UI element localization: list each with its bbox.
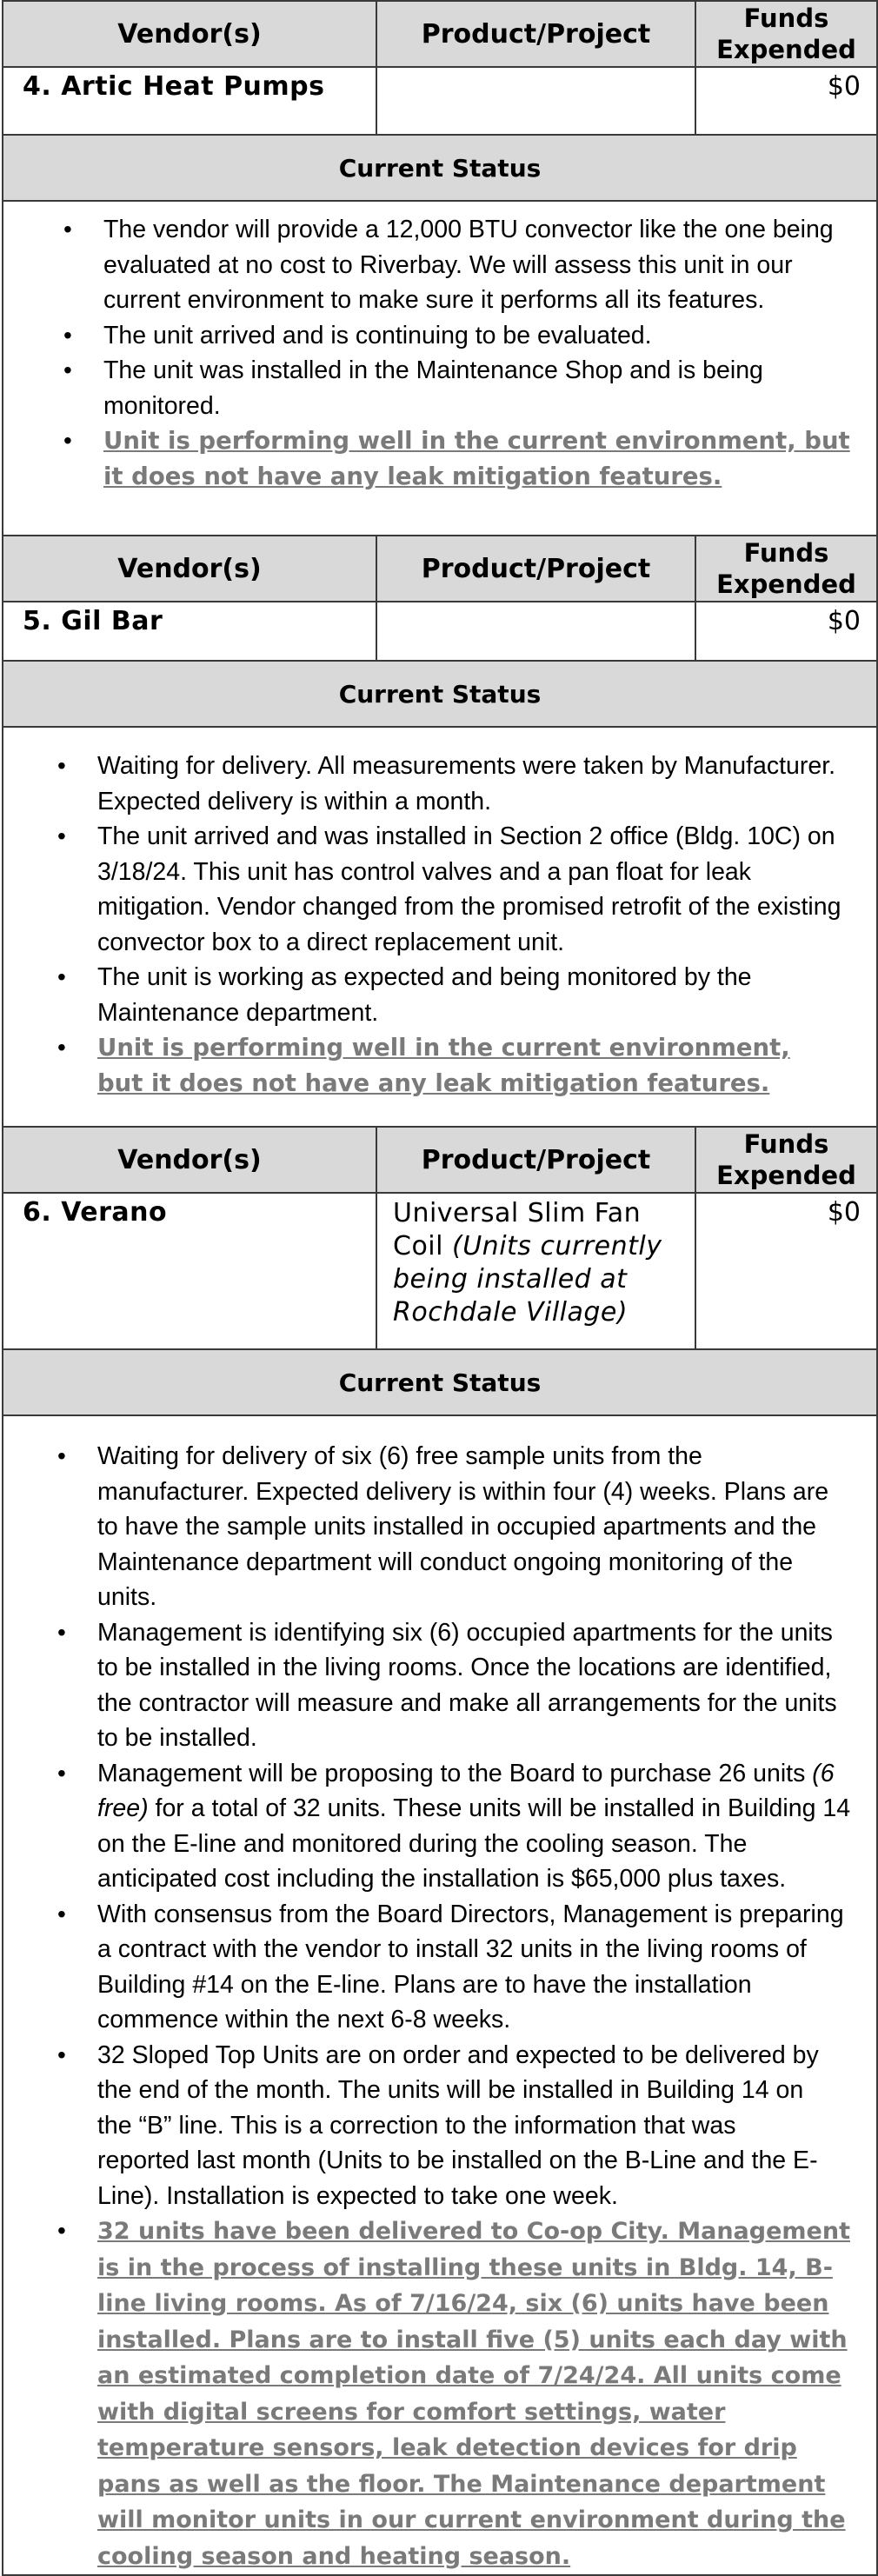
vendor-header: Vendor(s): [3, 536, 376, 602]
status-body-row: [3, 727, 877, 1127]
header-row: [3, 1127, 877, 1193]
status-cell: [3, 727, 877, 1127]
bullet-icon: •: [63, 356, 72, 383]
vendor-status-table: [2, 0, 878, 2576]
vendor-header: Vendor(s): [3, 1127, 376, 1193]
status-item: • The vendor will provide a 12,000 BTU convector like the one being evaluated at no cost to Riverbay. We will assess this unit in our current environment to make sure it performs all its features.: [103, 212, 850, 318]
bullet-icon: •: [57, 1759, 66, 1787]
bullet-icon: •: [57, 1618, 66, 1646]
product-header: Product/Project: [376, 1, 695, 67]
bullet-icon: •: [63, 321, 72, 349]
bullet-icon: •: [57, 752, 66, 779]
product-header: Product/Project: [376, 536, 695, 602]
vendor-header: Vendor(s): [3, 1, 376, 67]
header-row: [3, 536, 877, 602]
bullet-icon: •: [57, 2217, 66, 2244]
status-item: • Waiting for delivery of six (6) free sample units from the manufacturer. Expected delivery is within four (4) weeks. Plans are to have the sample units installed in occupied apartments and the Maintenance department will conduct ongoing monitoring of the units.: [97, 1439, 855, 1615]
funds-header: Funds Expended: [695, 1127, 877, 1193]
status-body-row: [3, 201, 877, 536]
status-list: [57, 1439, 855, 2574]
status-item: • Management will be proposing to the Board to purchase 26 units (6 free) for a total of 32 units. These units will be installed in Building 14 on the E-line and monitored during the cooling season. The anticipated cost including the installation is $65,000 plus taxes.: [97, 1756, 855, 1897]
status-item: • The unit arrived and is continuing to be evaluated.: [103, 318, 850, 354]
status-item: • 32 Sloped Top Units are on order and expected to be delivered by the end of the month. The units will be installed in Building 14 on the “B” line. This is a correction to the information that was reported last month (Units to be installed on the B-Line and the E-Line). Installation is expected to take one week.: [97, 2038, 855, 2214]
current-status-header: Current Status: [3, 135, 877, 201]
status-item: • Management is identifying six (6) occupied apartments for the units to be installed in the living rooms. Once the locations are identified, the contractor will measure and make all arrangements for the units to be installed.: [97, 1615, 855, 1756]
status-list: [57, 749, 841, 1101]
status-item: • The unit arrived and was installed in Section 2 office (Bldg. 10C) on 3/18/24. This unit has control valves and a pan float for leak mitigation. Vendor changed from the promised retrofit of the existing convector box to a direct replacement unit.: [97, 819, 841, 960]
vendor-row: [3, 1193, 877, 1349]
status-header-row: [3, 661, 877, 727]
funds-amount: $0: [695, 67, 877, 135]
vendor-row: [3, 67, 877, 135]
bullet-icon: •: [57, 1900, 66, 1927]
vendor-name: 4. Artic Heat Pumps: [3, 67, 376, 135]
status-list: [63, 212, 850, 494]
status-header-row: [3, 1349, 877, 1415]
status-item: • With consensus from the Board Directors, Management is preparing a contract with the vendor to install 32 units in the living rooms of Building #14 on the E-line. Plans are to have the installation commence within the next 6-8 weeks.: [97, 1897, 855, 2038]
status-body-row: [3, 1415, 877, 2575]
status-cell: [3, 1415, 877, 2575]
product-header: Product/Project: [376, 1127, 695, 1193]
vendor-name: 5. Gil Bar: [3, 602, 376, 661]
current-status-header: Current Status: [3, 1349, 877, 1415]
vendor-row: [3, 602, 877, 661]
bullet-icon: •: [63, 427, 72, 454]
product-cell: [376, 67, 695, 135]
product-cell: [376, 602, 695, 661]
funds-amount: $0: [695, 1193, 877, 1349]
status-item-latest: • Unit is performing well in the current environment, but it does not have any leak mitigation features.: [97, 1030, 841, 1101]
bullet-icon: •: [57, 1034, 66, 1061]
header-row: [3, 1, 877, 67]
current-status-header: Current Status: [3, 661, 877, 727]
status-item: • Waiting for delivery. All measurements were taken by Manufacturer. Expected delivery is within a month.: [97, 749, 841, 819]
funds-amount: $0: [695, 602, 877, 661]
bullet-icon: •: [57, 1442, 66, 1469]
status-cell: [3, 201, 877, 536]
bullet-icon: •: [57, 963, 66, 990]
status-item-latest: • Unit is performing well in the current environment, but it does not have any leak mitigation features.: [103, 423, 850, 494]
bullet-icon: •: [57, 2040, 66, 2068]
status-item-latest: • 32 units have been delivered to Co-op City. Management is in the process of installing these units in Bldg. 14, B-line living rooms. As of 7/16/24, six (6) units have been installed. Plans are to install five (5) units each day with an estimated completion date of 7/24/24. All units come with digital screens for comfort settings, water temperature sensors, leak detection devices for drip pans as well as the floor. The Maintenance department will monitor units in our current environment during the cooling season and heating season.: [97, 2213, 855, 2574]
product-cell: Universal Slim Fan Coil (Units currently being installed at Rochdale Village): [376, 1193, 695, 1349]
status-header-row: [3, 135, 877, 201]
bullet-icon: •: [63, 216, 72, 243]
funds-header: Funds Expended: [695, 1, 877, 67]
status-item: • The unit is working as expected and being monitored by the Maintenance department.: [97, 960, 841, 1030]
status-item: • The unit was installed in the Maintenance Shop and is being monitored.: [103, 353, 850, 423]
bullet-icon: •: [57, 822, 66, 849]
funds-header: Funds Expended: [695, 536, 877, 602]
vendor-name: 6. Verano: [3, 1193, 376, 1349]
